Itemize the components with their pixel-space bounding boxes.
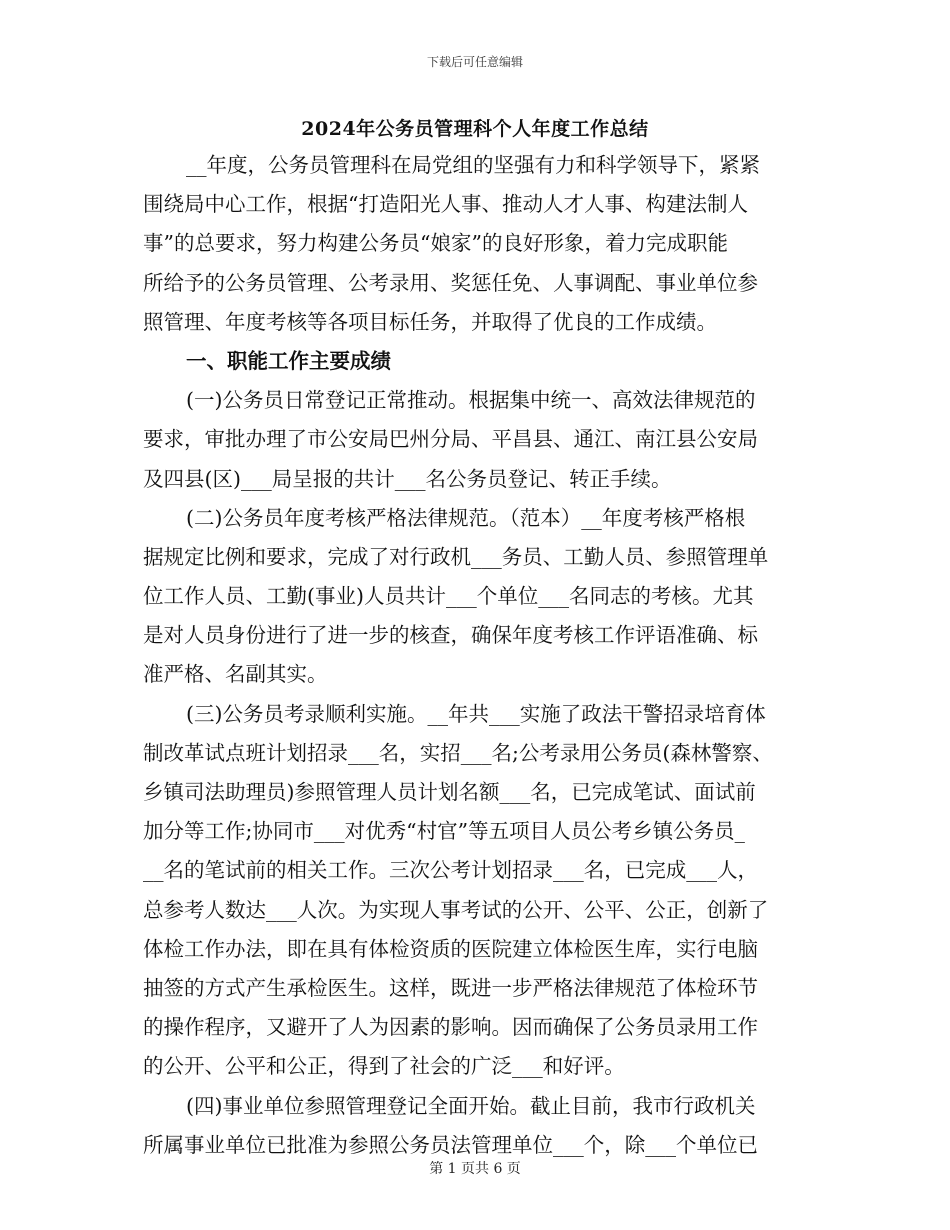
page-number: 第 1 页共 6 页 <box>429 1161 521 1177</box>
document-body <box>143 146 805 1165</box>
paragraph-line: 照管理、年度考核等各项目标任务，并取得了优良的工作成绩。 <box>143 309 717 334</box>
paragraph-line: 的公开、公平和公正，得到了社会的广泛___和好评。 <box>143 1054 625 1079</box>
paragraph-line: (一)公务员日常登记正常推动。根据集中统一、高效法律规范的 <box>186 388 756 413</box>
paragraph-line: 准严格、名副其实。 <box>143 662 328 687</box>
paragraph-line: 位工作人员、工勤(事业)人员共计___个单位___名同志的考核。尤其 <box>143 584 754 609</box>
paragraph-line: __年度，公务员管理科在局党组的坚强有力和科学领导下，紧紧 <box>186 153 760 177</box>
paragraph-line: 围绕局中心工作，根据“打造阳光人事、推动人才人事、构建法制人 <box>143 192 748 217</box>
paragraph-line: 加分等工作;协同市___对优秀“村官”等五项目人员公考乡镇公务员_ <box>143 819 745 844</box>
header-note: 下载后可任意编辑 <box>426 55 523 69</box>
paragraph-line: 总参考人数达___人次。为实现人事考试的公开、公平、公正，创新了 <box>143 897 769 922</box>
section-heading: 一、职能工作主要成绩 <box>186 348 391 373</box>
paragraph-line: (四)事业单位参照管理登记全面开始。截止目前，我市行政机关 <box>186 1093 756 1118</box>
paragraph-line: 体检工作办法，即在具有体检资质的医院建立体检医生库，实行电脑 <box>143 936 758 961</box>
paragraph-line: 乡镇司法助理员)参照管理人员计划名额___名，已完成笔试、面试前 <box>143 780 756 804</box>
paragraph-line: 制改革试点班计划招录___名，实招___名;公考录用公务员(森林警察、 <box>143 740 773 765</box>
paragraph-line: 所属事业单位已批准为参照公务员法管理单位___个，除___个单位已 <box>143 1132 758 1157</box>
paragraph-line: 要求，审批办理了市公安局巴州分局、平昌县、通江、南江县公安局 <box>143 427 758 452</box>
paragraph-line: 事”的总要求，努力构建公务员“娘家”的良好形象，着力完成职能 <box>143 231 728 256</box>
paragraph-line: 及四县(区)___局呈报的共计___名公务员登记、转正手续。 <box>143 466 672 491</box>
paragraph-line: (三)公务员考录顺利实施。__年共___实施了政法干警招录培育体 <box>186 701 766 726</box>
paragraph-line: 据规定比例和要求，完成了对行政机___务员、工勤人员、参照管理单 <box>143 544 769 569</box>
paragraph-line: 的操作程序，又避开了人为因素的影响。因而确保了公务员录用工作 <box>143 1015 758 1040</box>
paragraph-line: __名的笔试前的相关工作。三次公考计划招录___名，已完成___人， <box>143 858 758 883</box>
paragraph-line: 是对人员身份进行了进一步的核查，确保年度考核工作评语准确、标 <box>143 623 758 648</box>
paragraph-line: 所给予的公务员管理、公考录用、奖惩任免、人事调配、事业单位参 <box>143 270 758 295</box>
document-title: 2024年公务员管理科个人年度工作总结 <box>301 118 649 140</box>
paragraph-line: 抽签的方式产生承检医生。这样，既进一步严格法律规范了体检环节 <box>143 975 758 1000</box>
paragraph-line: (二)公务员年度考核严格法律规范。（范本）__年度考核严格根 <box>186 505 746 530</box>
